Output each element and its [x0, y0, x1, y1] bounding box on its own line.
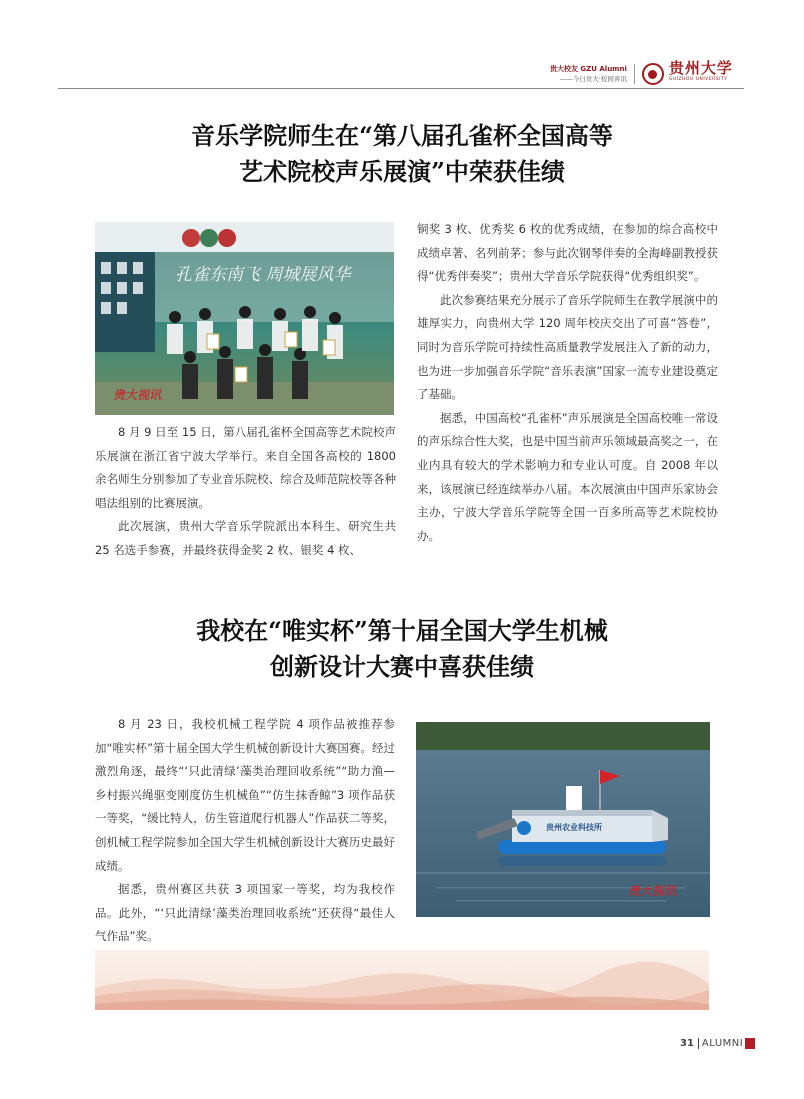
- section-label: ALUMNI: [701, 1037, 744, 1049]
- header-rule: [58, 88, 744, 89]
- article1-title: [0, 118, 804, 190]
- article1-right-column: [417, 218, 718, 548]
- article1-paragraph: 此次参赛结果充分展示了音乐学院师生在教学展演中的雄厚实力，向贵州大学 120 周年校庆交出了可喜“答卷”，同时为音乐学院可持续性高质量教学发展注入了新的动力，也为进一步加强音乐学院“音乐表演”国家一流专业建设奠定了基础。: [417, 292, 718, 402]
- alumni-slogan: ——今日贵大·校园喜讯: [559, 75, 627, 83]
- article1-paragraph: 8 月 9 日至 15 日，第八届孔雀杯全国高等艺术院校声乐展演在浙江省宁波大学举行。来自全国各高校的 1800 余名师生分别参加了专业音乐院校、综合及师范院校等各种唱法组别的比赛展演。: [95, 425, 396, 510]
- page-number: 31: [680, 1037, 694, 1049]
- article2-title-line2: 创新设计大赛中喜获佳绩: [270, 652, 534, 681]
- article2-title-line1: 我校在“唯实杯”第十届全国大学生机械: [196, 616, 608, 645]
- alumni-tag: [550, 64, 627, 84]
- article2-text-column: [95, 713, 395, 949]
- photo-watermark: 贵大视讯: [113, 388, 162, 402]
- photo-watermark: 贵大视讯: [628, 884, 677, 898]
- article2-photo: [416, 722, 710, 917]
- article2-paragraph: 8 月 23 日，我校机械工程学院 4 项作品被推荐参加“唯实杯”第十届全国大学生机械创新设计大赛国赛。经过激烈角逐，最终“‘只此清绿’藻类治理回收系统”“助力渔—乡村振兴绳驱变刚度仿生机械鱼”“仿生抹香鲸”3 项作品获一等奖，“缓比特人，仿生管道爬行机器人”作品获二等奖，创机械工程学院参加全国大学生机械创新设计大赛历史最好成绩。: [95, 717, 395, 873]
- decorative-mountain-banner: [95, 950, 709, 1010]
- header-brand: [550, 59, 733, 86]
- photo-banner-text: 孔雀东南飞 周城展风华: [175, 265, 351, 285]
- university-seal-icon: [642, 63, 664, 85]
- alumni-line: 贵大校友 GZU Alumni: [550, 65, 627, 73]
- university-name: 贵州大学: [668, 59, 733, 77]
- article1-paragraph: 铜奖 3 枚、优秀奖 6 枚的优秀成绩，在参加的综合高校中成绩卓著、名列前茅；参与此次钢琴伴奏的全海峰副教授获得“优秀伴奏奖”；贵州大学音乐学院获得“优秀组织奖”。: [417, 222, 718, 284]
- footer-divider: [698, 1038, 699, 1049]
- article1-paragraph: 据悉，中国高校“孔雀杯”声乐展演是全国高校唯一常设的声乐综合性大奖，也是中国当前声乐领域最高奖之一，在业内具有较大的学术影响力和专业认可度。自 2008 年以来，该展演已经连续举办八届。本次展演由中国声乐家协会主办，宁波大学音乐学院等全国一百多所高等艺术院校协办。: [417, 410, 718, 543]
- article1-title-line1: 音乐学院师生在“第八届孔雀杯全国高等: [191, 121, 613, 150]
- university-name-en: GUIZHOU UNIVERSITY: [668, 77, 728, 82]
- article1-left-column: [95, 421, 396, 563]
- boat-label: 贵州农业科技所: [546, 823, 602, 832]
- article2-title: [0, 613, 804, 685]
- article1-paragraph: 此次展演，贵州大学音乐学院派出本科生、研究生共 25 名选手参赛，并最终获得金奖 2 枚、银奖 4 枚、: [95, 519, 396, 557]
- university-logo: [668, 59, 733, 86]
- header-separator: [634, 64, 635, 84]
- page-footer: [680, 1037, 755, 1049]
- footer-color-block: [745, 1038, 755, 1049]
- article1-photo: [95, 222, 394, 415]
- article1-title-line2: 艺术院校声乐展演”中荣获佳绩: [239, 157, 565, 186]
- article2-paragraph: 据悉，贵州赛区共获 3 项国家一等奖，均为我校作品。此外，“‘只此清绿’藻类治理回收系统”还获得“最佳人气作品”奖。: [95, 882, 395, 944]
